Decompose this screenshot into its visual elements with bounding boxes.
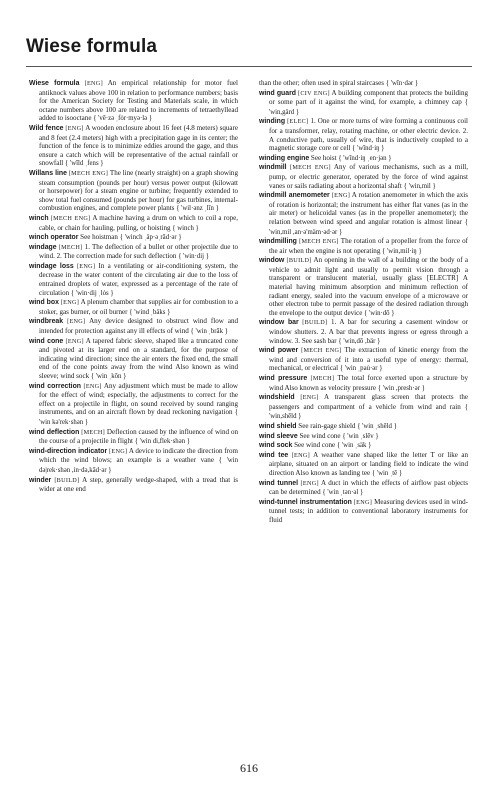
entry-definition: A rotation anemometer in which the axis of rotation is horizontal; the instrument has either flat vanes (as in the air meter) or helicoidal vanes (as in the propeller anemometer); the relation between wind speed and angular rotation is almost linear [269, 191, 468, 226]
entry-pronunciation: { 'win kə'rek·shən } [39, 409, 238, 426]
dictionary-entry [29, 124, 238, 169]
entry-field: [BUILD] [54, 476, 80, 484]
entry-pronunciation: { 'win ˌshēld } [357, 422, 397, 430]
entry-pronunciation: { 'win,mil·iŋ } [382, 247, 422, 255]
entry-pronunciation: { 'winch ˌäp·əˌrād·ər } [119, 234, 182, 242]
entry-definition: 1. A bar for securing a casement window or window shutters. 2. A bar that prevents ingress or egress through a window. 3. See sash bar [269, 318, 469, 345]
entry-term: wind deflection [29, 428, 80, 436]
entry-field: [MECH] [81, 428, 106, 436]
entry-field: [ENG] [60, 299, 80, 307]
entry-term: winch operator [29, 234, 79, 242]
dictionary-entry [29, 447, 238, 476]
entry-pronunciation: { 'win,mil } [403, 182, 436, 190]
dictionary-entry [29, 79, 238, 124]
page-number: 616 [240, 761, 258, 775]
dictionary-entry [259, 441, 468, 451]
dictionary-entry [29, 243, 238, 262]
entry-term: wind power [259, 347, 299, 355]
entry-definition: See wind cone [294, 441, 336, 450]
entry-pronunciation: { 'win ˌpau̇·ər } [339, 365, 383, 373]
entry-term: winding engine [259, 154, 310, 162]
entry-field: [ENG] [291, 451, 311, 459]
entry-definition: See rain-gage shield [298, 421, 356, 430]
entry-term: wind-tunnel instrumentation [259, 498, 352, 506]
entry-term: wind tunnel [259, 479, 299, 487]
dictionary-entry [259, 237, 468, 256]
entry-term: wind box [29, 299, 59, 307]
entry-term: Wild fence [29, 124, 64, 132]
entry-field: [MECH ENG] [68, 169, 109, 177]
entry-definition: A duct in which the effects of airflow past objects can be determined [269, 478, 468, 497]
entry-field: [CIV ENG] [298, 89, 330, 97]
dictionary-entry [29, 476, 238, 494]
entry-definition: than the other; often used in spiral staircases [259, 79, 385, 87]
dictionary-entry [29, 262, 238, 298]
dictionary-entry [259, 256, 468, 318]
entry-definition: In a ventilating or air-conditioning system, the decrease in the water content of the circulating air due to the loss of entrained droplets of water, expressed as a percentage of the rate of circulation [39, 261, 238, 297]
entry-definition: A device to indicate the direction from which the wind blows; an example is a weather vane [39, 446, 239, 465]
entry-field: [ENG] [331, 192, 351, 200]
entry-term: wind correction [29, 382, 81, 390]
entry-pronunciation: { 'win,gärd } [269, 99, 468, 116]
entry-pronunciation: { 'wīld ˌfens } [65, 160, 104, 168]
entry-field: [MECH ENG] [289, 164, 331, 172]
entry-pronunciation: { 'win,dō ,bär } [338, 337, 381, 345]
entry-definition: An empirical relationship for motor fuel antiknock values above 100 in relation to performance numbers; basis for the American Society for Testing and Materials scale, in which octane numbers above 100 are related to increments of tetraethyllead added to isooctane [39, 79, 238, 123]
entry-pronunciation: { 'wind ˌbäks } [129, 308, 171, 316]
entry-pronunciation: { 'wīn·dər } [385, 80, 419, 87]
entry-term: window [259, 257, 285, 265]
entry-field: [ENG] [83, 382, 102, 390]
entry-term: windmill [259, 164, 287, 172]
entry-field: [MECH ENG] [50, 214, 91, 222]
entry-term: wind shield [259, 422, 297, 430]
entry-definition: A weather vane shaped like the letter T or like an airplane, situated on an airport or landing field to indicate the wind direction Also known as landing tee [269, 450, 468, 477]
entry-definition: A step, generally wedge-shaped, with a tread that is wider at one end [39, 475, 239, 494]
dictionary-entry [259, 79, 468, 89]
entry-term: winder [29, 476, 52, 484]
entry-pronunciation: { 'win ,presh·ər } [377, 384, 425, 392]
entry-pronunciation: { winch } [172, 224, 199, 232]
entry-pronunciation: { 'win·dij } [178, 253, 209, 261]
entry-field: [ENG] [76, 262, 96, 270]
entry-term: wind sleeve [259, 432, 298, 440]
entry-term: windbreak [29, 318, 64, 326]
dictionary-entry [29, 169, 238, 214]
entry-definition: See wind cone [299, 431, 341, 440]
dictionary-entry [259, 451, 468, 479]
entry-pronunciation: { 'win·dō } [364, 309, 395, 317]
entry-term: wind-direction indicator [29, 447, 108, 455]
entry-pronunciation: { 'win ˌkōn } [90, 373, 127, 380]
entry-definition: A machine having a drum on which to coil a rope, cable, or chain for hauling, pulling, or hoisting [39, 213, 239, 232]
entry-definition: A transparent glass screen that protects the passengers and compartment of a vehicle from wind and rain [269, 393, 468, 411]
entry-term: Wiese formula [29, 80, 80, 87]
entry-pronunciation: { 'wīnd·iŋ } [352, 145, 385, 153]
right-column [259, 79, 468, 525]
entry-definition: A building component that protects the building or some part of it against the wind, for example, a chimney cap [269, 88, 469, 107]
entry-pronunciation: { 'win·dij ˌlȯs } [70, 289, 114, 297]
entry-pronunciation: { 'win di,flek·shən } [134, 438, 191, 446]
entry-field: [ELEC] [287, 118, 309, 126]
dictionary-entry [29, 317, 238, 336]
entry-term: wind guard [259, 89, 296, 97]
dictionary-entry [259, 374, 468, 393]
entry-field: [ENG] [84, 80, 103, 87]
entry-field: [MECH] [58, 243, 83, 251]
entry-term: windmill anemometer [259, 192, 330, 200]
entry-field: [ENG] [65, 337, 84, 345]
dictionary-entry [259, 191, 468, 237]
entry-definition: Measuring devices used in wind-tunnel tests; in addition to conventional laboratory instruments for fluid [269, 497, 468, 524]
entry-term: winding [259, 118, 286, 126]
entry-definition: An opening in the wall of a building or the body of a vehicle to admit light and usually to permit vision through a transparent or translucent material, usually glass [ELECTR] A material having minimum absorption and minimum reflection of radiant energy, sealed into the vacuum envelope of a microwave or other electron tube to permit passage of the desired radiation through the envelope to the output device [269, 256, 468, 317]
dictionary-entry [29, 337, 238, 382]
entry-pronunciation: { 'win,mil ,an·ə'mäm·əd·ər } [269, 218, 469, 236]
entry-definition: Any of various mechanisms, such as a mill, pump, or electric generator, operated by the force of wind against vanes or sails radiating about a horizontal shaft [269, 163, 469, 190]
dictionary-entry [259, 432, 468, 442]
dictionary-entry [259, 393, 468, 422]
entry-field: [ENG] [300, 394, 319, 402]
entry-field: [MECH] [310, 375, 335, 382]
dictionary-entry [259, 117, 468, 153]
entry-field: [ENG] [109, 447, 128, 455]
entry-definition: A tapered fabric sleeve, shaped like a truncated cone and pivoted at its larger end on a standard, for the purpose of indicating wind direction; since the air enters the fixed end, the small end of the cone points away from the wind Also known as wind sleeve; wind sock [39, 336, 239, 380]
entry-field: [MECH ENG] [299, 238, 339, 246]
entry-field: [MECH ENG] [301, 347, 342, 355]
dictionary-entry [259, 346, 468, 374]
entry-pronunciation: { 'win ˌslēv } [342, 432, 379, 440]
dictionary-entry [259, 498, 468, 525]
dictionary-entry [259, 89, 468, 118]
entry-term: wind sock [259, 442, 293, 450]
entry-term: windshield [259, 394, 295, 402]
entry-pronunciation: { 'win də|rek·shən ,in·də,kād·ər } [39, 457, 238, 474]
entry-definition: Any adjustment which must be made to allow for the effect of wind; especially, the adjustments to correct for the effect on a projectile in flight, on sound received by sound ranging instruments, and on an aircraft flown by dead reckoning navigation [39, 381, 239, 417]
entry-definition: The total force exerted upon a structure by wind Also known as velocity pressure [269, 374, 469, 392]
entry-definition: The extraction of kinetic energy from the wind and conversion of it into a useful type of energy: thermal, mechanical, or electrical [269, 346, 469, 373]
entry-pronunciation: { 'vē·zə ˌfȯr·myə·lə } [93, 115, 153, 123]
dictionary-entry [259, 479, 468, 498]
entry-term: wind tee [259, 451, 289, 459]
entry-definition: See hoistman [80, 233, 118, 242]
entry-pronunciation: { 'win ˌtən·əl } [322, 489, 364, 497]
header-rule [26, 66, 472, 67]
entry-pronunciation: { 'win ˌbrāk } [190, 328, 228, 336]
dictionary-entry [29, 428, 238, 447]
entry-definition: The rotation of a propeller from the force of the air when the engine is not operating [269, 237, 469, 255]
entry-field: [BUILD] [302, 319, 328, 327]
entry-pronunciation: { 'wīnd·iŋ ˌen·jən } [338, 154, 392, 162]
dictionary-entry [29, 233, 238, 243]
entry-definition: Deflection caused by the influence of wind on the course of a projectile in flight [39, 427, 238, 446]
entry-pronunciation: { 'win ˌsäk } [336, 442, 372, 450]
entry-definition: See hoist [310, 153, 337, 162]
entry-term: windage [29, 243, 57, 251]
dictionary-entry [259, 318, 468, 346]
entry-pronunciation: { 'wil·ənz ˌlīn } [176, 205, 219, 213]
dictionary-entry [29, 214, 238, 233]
entry-definition: Any device designed to obstruct wind flow and intended for protection against any ill effects of wind [39, 317, 239, 336]
entry-field: [ENG] [65, 124, 84, 132]
left-column [29, 79, 238, 494]
entry-field: [ENG] [353, 498, 373, 506]
entry-definition: A plenum chamber that supplies air for combustion to a stoker, gas burner, or oil burner [39, 298, 239, 316]
page-title: Wiese formula [26, 36, 157, 57]
dictionary-entry [29, 298, 238, 317]
entry-field: [BUILD] [286, 257, 312, 265]
entry-term: winch [29, 214, 49, 222]
entry-term: Willans line [29, 169, 67, 177]
entry-definition: A wooden enclosure about 16 feet (4.8 meters) square and 8 feet (2.4 meters) high with a precipitation gage in its center; the function of the fence is to minimize eddies around the gage, and thus ensure a catch which will be representative of the actual rainfall or snowfall [39, 123, 239, 168]
entry-definition: 1. One or more turns of wire forming a continuous coil for a transformer, relay, rotating machine, or other electric device. 2. A conductive path, usually of wire, that is inductively coupled to a magnetic storage core or cell [269, 117, 468, 153]
entry-term: wind cone [29, 337, 64, 345]
dictionary-entry [259, 154, 468, 164]
entry-term: windmilling [259, 238, 297, 246]
entry-pronunciation: { 'win ˌtē } [371, 469, 403, 477]
entry-term: window bar [259, 319, 299, 327]
entry-term: windage loss [29, 262, 74, 270]
entry-pronunciation: { 'win,shēld } [269, 403, 468, 421]
entry-term: wind pressure [259, 375, 308, 382]
entry-definition: The line (nearly straight) on a graph showing steam consumption (pounds per hour) versus power output (kilowatt or horsepower) for a steam engine or turbine; frequently extended to show total fuel consumed (pounds per hour) for gas turbines, internal-combustion engines, and complete power plants [39, 168, 238, 213]
entry-field: [ENG] [67, 318, 86, 326]
entry-field: [ENG] [300, 479, 319, 487]
dictionary-entry [29, 382, 238, 428]
dictionary-entry [259, 163, 468, 191]
entry-definition: 1. The deflection of a bullet or other projectile due to wind. 2. The correction made for such deflection [39, 242, 238, 261]
dictionary-entry [259, 422, 468, 432]
